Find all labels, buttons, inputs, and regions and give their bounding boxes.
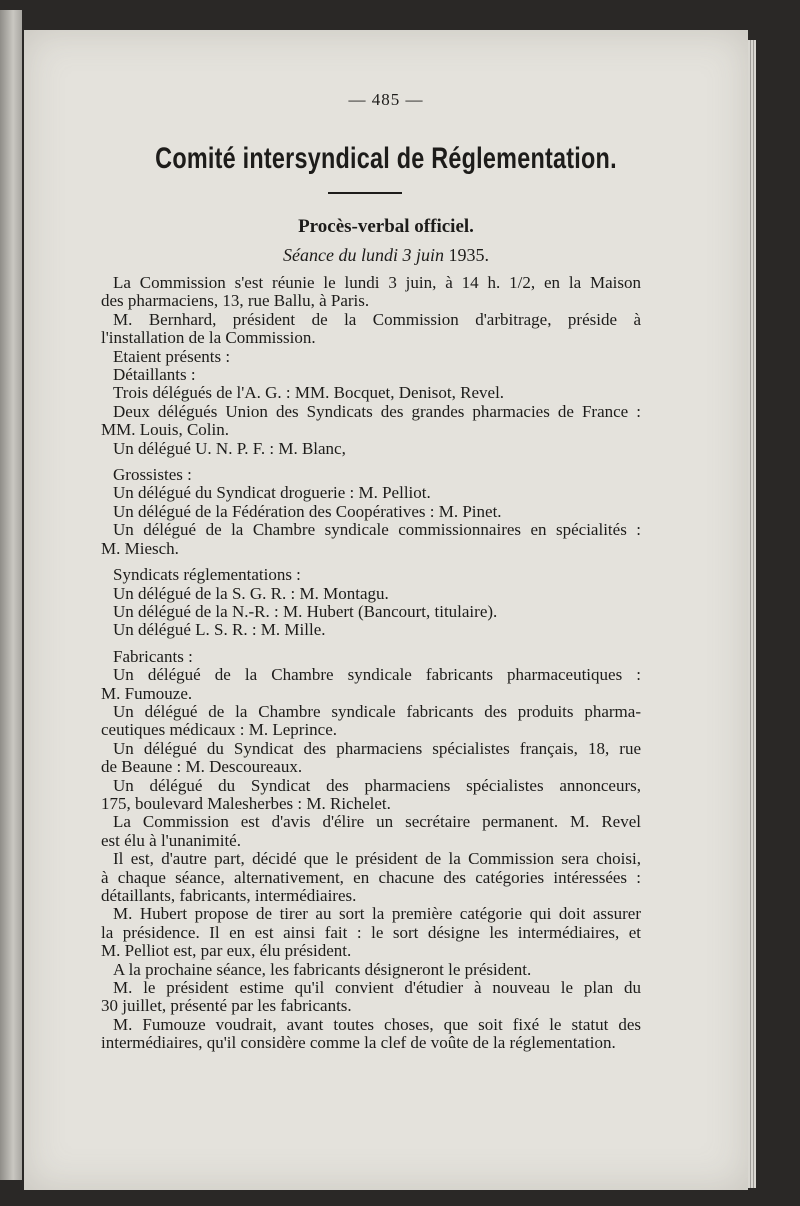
document-title: Comité intersyndical de Réglementation. xyxy=(155,142,617,175)
text-line: de Beaune : M. Descoureaux. xyxy=(101,757,303,777)
text-line: Il est, d'autre part, décidé que le président de la Commission sera choisi, xyxy=(113,849,641,869)
section-subtitle: Procès-verbal officiel. xyxy=(298,216,474,237)
text-line: M. Miesch. xyxy=(101,538,179,558)
paragraph xyxy=(101,666,641,703)
text-line: Deux délégués Union des Syndicats des grandes pharmacies de France : xyxy=(113,401,641,421)
text-line: Grossistes : xyxy=(113,465,192,485)
text-line: Un délégué de la N.-R. : M. Hubert (Bancourt, titulaire). xyxy=(113,601,498,621)
text-line: MM. Louis, Colin. xyxy=(101,420,229,440)
paragraph xyxy=(101,366,641,384)
paragraph xyxy=(101,979,641,1016)
text-line: M. Fumouze. xyxy=(101,683,193,703)
text-line: 30 juillet, présenté par les fabricants. xyxy=(101,996,352,1016)
text-line: M. Hubert propose de tirer au sort la première catégorie qui doit assurer xyxy=(113,904,641,924)
text-line: La Commission est d'avis d'élire un secrétaire permanent. M. Revel xyxy=(113,812,641,832)
paragraph xyxy=(101,850,641,905)
body-text xyxy=(101,274,641,1053)
session-label: Séance du lundi 3 juin xyxy=(283,245,444,265)
page-number: — 485 — xyxy=(348,90,424,109)
paragraph xyxy=(101,348,641,366)
text-line: Détaillants : xyxy=(113,365,196,385)
text-line: 175, boulevard Malesherbes : M. Richelet. xyxy=(101,793,391,813)
paragraph xyxy=(101,621,641,639)
text-line: Un délégué de la Chambre syndicale fabricants pharmaceutiques : xyxy=(113,665,641,685)
paragraph xyxy=(101,961,641,979)
text-line: Trois délégués de l'A. G. : MM. Bocquet, Denisot, Revel. xyxy=(113,383,505,403)
text-line: Un délégué du Syndicat droguerie : M. Pelliot. xyxy=(113,483,431,503)
paragraph xyxy=(101,703,641,740)
paragraph xyxy=(101,1016,641,1053)
text-line: Etaient présents : xyxy=(113,346,231,366)
session-year: 1935. xyxy=(448,245,489,265)
text-line: M. Bernhard, président de la Commission d'arbitrage, préside à xyxy=(113,309,641,329)
text-line: Un délégué du Syndicat des pharmaciens spécialistes français, 18, rue xyxy=(113,738,641,758)
paragraph xyxy=(101,466,641,484)
text-line: Un délégué du Syndicat des pharmaciens spécialistes annonceurs, xyxy=(113,775,641,795)
text-line: A la prochaine séance, les fabricants désigneront le président. xyxy=(113,959,532,979)
paragraph xyxy=(101,440,641,458)
paragraph xyxy=(101,585,641,603)
text-line: Un délégué de la S. G. R. : M. Montagu. xyxy=(113,583,389,603)
paragraph xyxy=(101,905,641,960)
text-line: des pharmaciens, 13, rue Ballu, à Paris. xyxy=(101,291,370,311)
paragraph xyxy=(101,403,641,440)
paragraph xyxy=(101,777,641,814)
text-line: La Commission s'est réunie le lundi 3 juin, à 14 h. 1/2, en la Maison xyxy=(113,273,641,292)
text-line: M. Fumouze voudrait, avant toutes choses, que soit fixé le statut des xyxy=(113,1014,641,1034)
text-line: Un délégué U. N. P. F. : M. Blanc, xyxy=(113,438,346,458)
text-line: M. Pelliot est, par eux, élu président. xyxy=(101,941,352,961)
text-line: M. le président estime qu'il convient d'étudier à nouveau le plan du xyxy=(113,978,641,998)
text-line: à chaque séance, alternativement, en chacune des catégories intéressées : xyxy=(101,867,641,887)
paragraph xyxy=(101,311,641,348)
title-divider xyxy=(328,192,402,194)
paragraph xyxy=(101,503,641,521)
text-line: Fabricants : xyxy=(113,646,193,666)
text-line: intermédiaires, qu'il considère comme la clef de voûte de la réglementation. xyxy=(101,1033,616,1053)
text-line: Syndicats réglementations : xyxy=(113,565,301,585)
session-date xyxy=(24,245,748,266)
text-line: Un délégué de la Fédération des Coopératives : M. Pinet. xyxy=(113,501,502,521)
text-line: ceutiques médicaux : M. Leprince. xyxy=(101,720,338,740)
paragraph xyxy=(101,274,641,311)
paragraph xyxy=(101,521,641,558)
paragraph xyxy=(101,566,641,584)
text-line: Un délégué de la Chambre syndicale commissionnaires en spécialités : xyxy=(113,520,641,540)
paragraph xyxy=(101,484,641,502)
text-line: l'installation de la Commission. xyxy=(101,328,316,348)
text-line: Un délégué L. S. R. : M. Mille. xyxy=(113,620,326,640)
text-line: détaillants, fabricants, intermédiaires. xyxy=(101,886,357,905)
paragraph xyxy=(101,648,641,666)
paragraph xyxy=(101,813,641,850)
text-line: Un délégué de la Chambre syndicale fabricants des produits pharma- xyxy=(113,701,641,721)
paragraph xyxy=(101,384,641,402)
paragraph xyxy=(101,740,641,777)
text-line: est élu à l'unanimité. xyxy=(101,830,241,850)
document-page xyxy=(24,30,748,1190)
paragraph xyxy=(101,603,641,621)
adjacent-page-edge xyxy=(0,10,22,1180)
text-line: la présidence. Il en est ainsi fait : le sort désigne les intermédiaires, et xyxy=(101,922,641,942)
